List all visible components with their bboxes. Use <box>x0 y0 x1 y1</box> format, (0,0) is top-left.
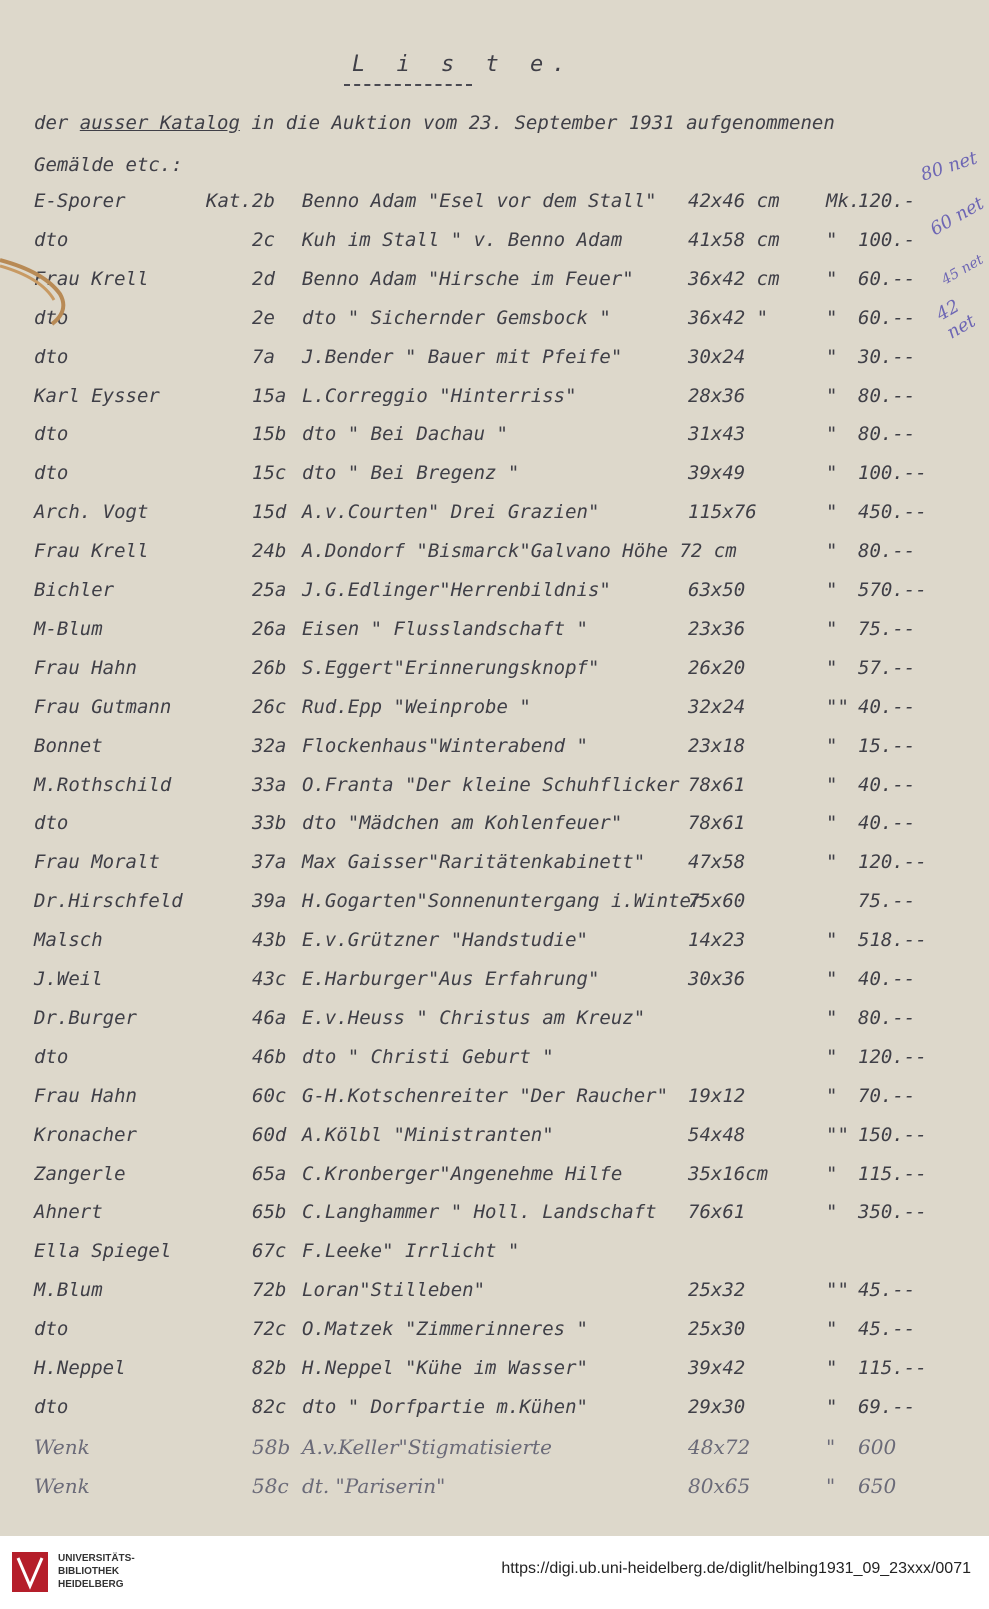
buyer-cell: Arch. Vogt <box>34 501 149 524</box>
library-name <box>58 1552 135 1591</box>
artwork-description: Rud.Epp "Weinprobe " <box>302 695 531 718</box>
lot-number: 60c <box>252 1084 287 1107</box>
dimensions: 115x76 <box>688 501 757 524</box>
buyer-cell: Frau Krell <box>34 267 149 290</box>
price: 75.-- <box>858 890 916 913</box>
artwork-description: A.Kölbl "Ministranten" <box>302 1123 554 1146</box>
currency-mark: " <box>826 1006 838 1029</box>
artwork-description: J.G.Edlinger"Herrenbildnis" <box>302 579 611 601</box>
artwork-description: dt. "Pariserin" <box>302 1473 446 1498</box>
table-row <box>0 1357 989 1395</box>
artwork-description: A.v.Keller"Stigmatisierte <box>302 1434 552 1459</box>
lot-number: 39a <box>252 890 287 913</box>
price: 150.-- <box>858 1123 927 1146</box>
currency-mark: " <box>826 579 838 601</box>
artwork-description: dto " Bei Bregenz " <box>302 462 520 485</box>
intro-pre: der <box>34 112 69 134</box>
artwork-description: Eisen " Flusslandschaft " <box>302 617 588 640</box>
dimensions: 41x58 cm <box>688 228 780 251</box>
price: 15.-- <box>858 734 916 757</box>
artwork-description: Flockenhaus"Winterabend " <box>302 734 588 757</box>
buyer-cell: dto <box>34 345 69 368</box>
currency-mark: " <box>826 1162 838 1185</box>
buyer-cell: dto <box>34 1318 69 1341</box>
dimensions: 23x36 <box>688 617 746 640</box>
artwork-description: A.v.Courten" Drei Grazien" <box>302 501 600 524</box>
dimensions: 30x24 <box>688 345 746 368</box>
table-row <box>0 657 989 695</box>
artwork-description: A.Dondorf "Bismarck"Galvano Höhe 72 cm <box>302 540 737 563</box>
price: 40.-- <box>858 968 916 990</box>
dimensions: 80x65 <box>688 1473 751 1498</box>
dimensions: 35x16cm <box>688 1162 769 1185</box>
artwork-description: dto " Dorfpartie m.Kühen" <box>302 1395 588 1418</box>
dimensions: 39x49 <box>688 462 746 485</box>
currency-mark: " <box>826 812 838 835</box>
table-row <box>0 1201 989 1239</box>
artwork-description: Benno Adam "Esel vor dem Stall" <box>302 190 657 212</box>
artwork-description: C.Langhammer " Holl. Landschaft <box>302 1201 657 1224</box>
lot-number: 60d <box>252 1123 287 1146</box>
table-row <box>0 462 989 500</box>
currency-mark: "" <box>826 1123 849 1146</box>
table-row <box>0 774 989 812</box>
lot-number: 58b <box>252 1434 291 1459</box>
currency-mark: " <box>826 540 838 563</box>
dimensions: 26x20 <box>688 656 746 679</box>
currency-mark: " <box>826 1473 836 1498</box>
dimensions: 25x30 <box>688 1318 746 1341</box>
table-row <box>0 346 989 384</box>
price: 45.-- <box>858 1318 916 1341</box>
buyer-cell: Ella Spiegel <box>34 1240 172 1263</box>
buyer-cell: dto <box>34 228 69 251</box>
margin-note: 45 net <box>939 251 987 289</box>
buyer-cell: Frau Moralt <box>34 851 160 874</box>
lot-number: 37a <box>252 851 287 874</box>
table-row <box>0 1007 989 1045</box>
buyer-cell: dto <box>34 462 69 485</box>
lot-number: 15a <box>252 384 287 407</box>
dimensions: 31x43 <box>688 423 746 446</box>
table-row <box>0 501 989 539</box>
price: 100.-- <box>858 462 927 485</box>
dimensions: 39x42 <box>688 1357 746 1379</box>
price: 69.-- <box>858 1395 916 1418</box>
margin-note: 60 net <box>926 192 988 241</box>
table-row <box>0 851 989 889</box>
library-line-2: BIBLIOTHEK <box>58 1566 120 1577</box>
intro-line-1 <box>34 112 835 134</box>
price: 518.-- <box>858 929 927 952</box>
table-row <box>0 385 989 423</box>
lot-number: 15d <box>252 501 287 524</box>
lot-number: 2b <box>252 190 275 212</box>
table-row <box>0 1240 989 1278</box>
lot-number: 67c <box>252 1240 287 1263</box>
currency-mark: " <box>826 1045 838 1068</box>
buyer-cell: Frau Krell <box>34 540 149 563</box>
buyer-cell: Karl Eysser <box>34 384 160 407</box>
buyer-cell: H.Neppel <box>34 1357 126 1379</box>
table-row <box>0 1474 989 1512</box>
intro-underlined: ausser Katalog <box>79 112 240 134</box>
buyer-cell: E-Sporer <box>34 190 126 212</box>
artwork-description: O.Matzek "Zimmerinneres " <box>302 1318 588 1341</box>
artwork-description: Loran"Stilleben" <box>302 1279 486 1302</box>
lot-number: 72b <box>252 1279 287 1302</box>
table-row <box>0 812 989 850</box>
lot-number: 25a <box>252 579 287 601</box>
currency-mark: " <box>826 462 838 485</box>
intro-line-2: Gemälde etc.: <box>34 154 183 176</box>
lot-number: 26a <box>252 617 287 640</box>
artwork-description: J.Bender " Bauer mit Pfeife" <box>302 345 623 368</box>
table-row <box>0 423 989 461</box>
currency-mark: " <box>826 384 838 407</box>
document-title: L i s t e. <box>352 52 575 77</box>
lot-number: 24b <box>252 540 287 563</box>
table-row <box>0 696 989 734</box>
price: 80.-- <box>858 1006 916 1029</box>
lot-number: 43b <box>252 929 287 952</box>
currency-mark: " <box>826 656 838 679</box>
dimensions: 30x36 <box>688 968 746 990</box>
table-row <box>0 1163 989 1201</box>
table-row <box>0 1085 989 1123</box>
buyer-cell: Zangerle <box>34 1162 126 1185</box>
dimensions: 78x61 <box>688 812 746 835</box>
table-row <box>0 268 989 306</box>
buyer-cell: Frau Hahn <box>34 656 137 679</box>
table-row <box>0 1279 989 1317</box>
artwork-description: S.Eggert"Erinnerungsknopf" <box>302 656 600 679</box>
buyer-cell: Bonnet <box>34 734 103 757</box>
buyer-cell: Wenk <box>34 1473 90 1498</box>
table-row <box>0 1124 989 1162</box>
intro-post: in die Auktion vom 23. September 1931 aufgenommenen <box>251 112 835 134</box>
margin-note: 80 net <box>918 147 980 186</box>
artwork-description: F.Leeke" Irrlicht " <box>302 1240 520 1263</box>
artwork-description: Kuh im Stall " v. Benno Adam <box>302 228 623 251</box>
artwork-description: dto " Sichernder Gemsbock " <box>302 306 611 329</box>
table-row <box>0 929 989 967</box>
lot-number: 33a <box>252 773 287 796</box>
library-line-1: UNIVERSITÄTS- <box>58 1553 135 1564</box>
dimensions: 78x61 <box>688 773 746 796</box>
lot-number: 82c <box>252 1395 287 1418</box>
price: 450.-- <box>858 501 927 524</box>
artwork-description: E.v.Grützner "Handstudie" <box>302 929 588 952</box>
currency-mark: " <box>826 851 838 874</box>
price: 100.- <box>858 228 916 251</box>
currency-mark: " <box>826 423 838 446</box>
currency-mark: " <box>826 929 838 952</box>
margin-note: 42 net <box>932 295 980 344</box>
binding-string-icon <box>0 250 100 350</box>
artwork-description: Max Gaisser"Raritätenkabinett" <box>302 851 646 874</box>
dimensions: 28x36 <box>688 384 746 407</box>
buyer-cell: M-Blum <box>34 617 103 640</box>
table-row <box>0 540 989 578</box>
currency-mark: " <box>826 773 838 796</box>
currency-mark: " <box>826 345 838 368</box>
lot-number: 32a <box>252 734 287 757</box>
artwork-description: dto "Mädchen am Kohlenfeuer" <box>302 812 623 835</box>
table-row <box>0 190 989 228</box>
price: 80.-- <box>858 423 916 446</box>
artwork-description: C.Kronberger"Angenehme Hilfe <box>302 1162 623 1185</box>
dimensions: 63x50 <box>688 579 746 601</box>
currency-mark: " <box>826 968 838 990</box>
source-url[interactable]: https://digi.ub.uni-heidelberg.de/diglit/helbing1931_09_23xxx/0071 <box>501 1560 971 1577</box>
lot-number: 15c <box>252 462 287 485</box>
currency-mark: "" <box>826 1279 849 1302</box>
buyer-cell: Dr.Burger <box>34 1006 137 1029</box>
price: 60.-- <box>858 267 916 290</box>
lot-number: 2e <box>252 306 275 329</box>
price: 60.-- <box>858 306 916 329</box>
dimensions: 14x23 <box>688 929 746 952</box>
dimensions: 23x18 <box>688 734 746 757</box>
artwork-description: E.v.Heuss " Christus am Kreuz" <box>302 1006 646 1029</box>
dimensions: 76x61 <box>688 1201 746 1224</box>
lot-number: 65b <box>252 1201 287 1224</box>
currency-mark: " <box>826 1084 838 1107</box>
lot-number: 46b <box>252 1045 287 1068</box>
lot-number: 26c <box>252 695 287 718</box>
buyer-cell: J.Weil <box>34 968 103 990</box>
buyer-cell: M.Blum <box>34 1279 103 1302</box>
price: 600 <box>858 1434 897 1459</box>
price: 570.-- <box>858 579 927 601</box>
price: 30.-- <box>858 345 916 368</box>
price: 70.-- <box>858 1084 916 1107</box>
price: 115.-- <box>858 1162 927 1185</box>
dimensions: 75x60 <box>688 890 746 913</box>
artwork-description: G-H.Kotschenreiter "Der Raucher" <box>302 1084 669 1107</box>
price: 115.-- <box>858 1357 927 1379</box>
currency-mark: " <box>826 1395 838 1418</box>
lot-number: 33b <box>252 812 287 835</box>
buyer-cell: Frau Gutmann <box>34 695 172 718</box>
table-row <box>0 1318 989 1356</box>
dimensions: 48x72 <box>688 1434 751 1459</box>
library-line-3: HEIDELBERG <box>58 1579 124 1590</box>
price: 75.-- <box>858 617 916 640</box>
price: 350.-- <box>858 1201 927 1224</box>
catalog-label: Kat. <box>206 190 252 212</box>
price: 80.-- <box>858 540 916 563</box>
buyer-cell: dto <box>34 423 69 446</box>
dimensions: 36x42 " <box>688 306 769 329</box>
currency-mark: Mk. <box>826 190 861 212</box>
currency-mark: " <box>826 1201 838 1224</box>
dimensions: 36x42 cm <box>688 267 780 290</box>
price: 40.-- <box>858 773 916 796</box>
artwork-description: O.Franta "Der kleine Schuhflicker <box>302 773 680 796</box>
buyer-cell: M.Rothschild <box>34 773 172 796</box>
dimensions: 54x48 <box>688 1123 746 1146</box>
buyer-cell: Ahnert <box>34 1201 103 1224</box>
buyer-cell: Malsch <box>34 929 103 952</box>
currency-mark: " <box>826 1434 836 1459</box>
currency-mark: " <box>826 1357 838 1379</box>
price: 40.-- <box>858 812 916 835</box>
table-row <box>0 968 989 1006</box>
library-footer <box>0 1536 989 1609</box>
currency-mark: " <box>826 267 838 290</box>
table-row <box>0 579 989 617</box>
dimensions: 32x24 <box>688 695 746 718</box>
table-row <box>0 618 989 656</box>
lot-number: 72c <box>252 1318 287 1341</box>
buyer-cell: Kronacher <box>34 1123 137 1146</box>
price: 650 <box>858 1473 897 1498</box>
price: 40.-- <box>858 695 916 718</box>
buyer-cell: dto <box>34 306 69 329</box>
table-row <box>0 1435 989 1473</box>
lot-number: 2c <box>252 228 275 251</box>
artwork-description: E.Harburger"Aus Erfahrung" <box>302 968 600 990</box>
dimensions: 19x12 <box>688 1084 746 1107</box>
buyer-cell: Wenk <box>34 1434 90 1459</box>
title-underline <box>344 84 472 86</box>
price: 45.-- <box>858 1279 916 1302</box>
artwork-description: H.Neppel "Kühe im Wasser" <box>302 1357 588 1379</box>
table-row <box>0 1396 989 1434</box>
artwork-description: L.Correggio "Hinterriss" <box>302 384 577 407</box>
lot-number: 46a <box>252 1006 287 1029</box>
artwork-description: dto " Christi Geburt " <box>302 1045 554 1068</box>
table-row <box>0 307 989 345</box>
price: 120.-- <box>858 851 927 874</box>
currency-mark: " <box>826 228 838 251</box>
table-row <box>0 229 989 267</box>
currency-mark: "" <box>826 695 849 718</box>
artwork-description: Benno Adam "Hirsche im Feuer" <box>302 267 634 290</box>
buyer-cell: dto <box>34 1395 69 1418</box>
price: 80.-- <box>858 384 916 407</box>
currency-mark: " <box>826 734 838 757</box>
currency-mark: " <box>826 501 838 524</box>
university-library-logo-icon <box>10 1550 50 1594</box>
buyer-cell: dto <box>34 812 69 835</box>
table-row <box>0 735 989 773</box>
artwork-description: dto " Bei Dachau " <box>302 423 508 446</box>
price: 57.-- <box>858 656 916 679</box>
dimensions: 47x58 <box>688 851 746 874</box>
dimensions: 29x30 <box>688 1395 746 1418</box>
lot-number: 58c <box>252 1473 289 1498</box>
buyer-cell: Dr.Hirschfeld <box>34 890 183 913</box>
table-row <box>0 1046 989 1084</box>
buyer-cell: Frau Hahn <box>34 1084 137 1107</box>
lot-number: 43c <box>252 968 287 990</box>
currency-mark: " <box>826 1318 838 1341</box>
buyer-cell: dto <box>34 1045 69 1068</box>
lot-number: 15b <box>252 423 287 446</box>
currency-mark: " <box>826 306 838 329</box>
lot-number: 82b <box>252 1357 287 1379</box>
lot-number: 65a <box>252 1162 287 1185</box>
dimensions: 42x46 cm <box>688 190 780 212</box>
buyer-cell: Bichler <box>34 579 115 601</box>
lot-number: 7a <box>252 345 275 368</box>
table-row <box>0 890 989 928</box>
dimensions: 25x32 <box>688 1279 746 1302</box>
lot-number: 26b <box>252 656 287 679</box>
artwork-description: H.Gogarten"Sonnenuntergang i.Winter <box>302 890 703 913</box>
price: 120.- <box>858 190 916 212</box>
lot-number: 2d <box>252 267 275 290</box>
price: 120.-- <box>858 1045 927 1068</box>
currency-mark: " <box>826 617 838 640</box>
